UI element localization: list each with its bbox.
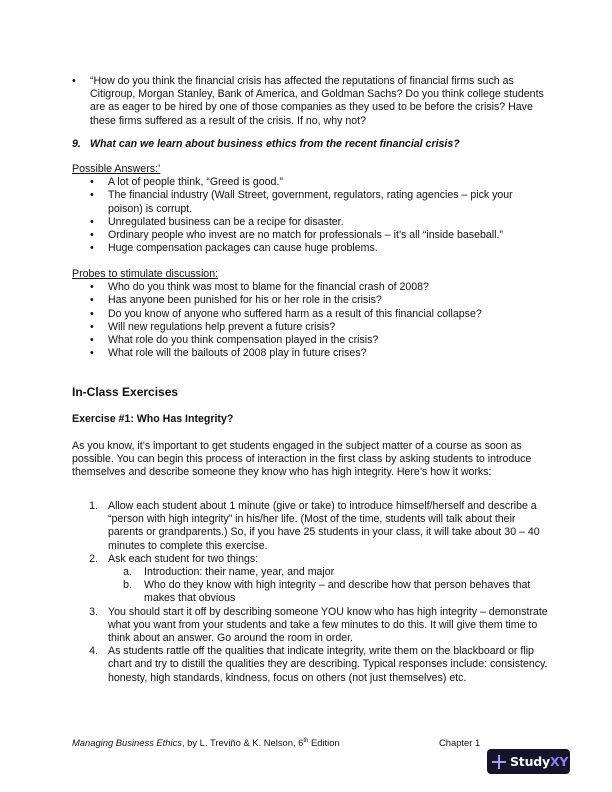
step-item: [72, 553, 552, 606]
list-item: • What role will the bailouts of 2008 play in future crises?: [90, 347, 367, 360]
step-item: [72, 645, 552, 685]
sub-step-item: [108, 579, 552, 605]
book-title: Managing Business Ethics: [72, 737, 182, 748]
bullet-marker: •: [90, 347, 94, 360]
bullet-marker: •: [90, 229, 94, 242]
list-item: • The financial industry (Wall Street, government, regulators, rating agencies – pick your poison) is corrupt.: [90, 189, 513, 215]
list-item: • Who do you think was most to blame for the financial crash of 2008?: [90, 281, 429, 294]
bullet-marker: •: [90, 242, 94, 255]
question-number: 9.: [72, 138, 81, 150]
step-number: 1.: [89, 500, 98, 512]
sub-step-text: Introduction: their name, year, and major: [144, 566, 335, 579]
step-number: 4.: [89, 645, 98, 658]
list-item: • Huge compensation packages can cause huge problems.: [90, 242, 378, 255]
financial-firms-bullet: [72, 75, 552, 128]
list-item: • What role do you think compensation played in the crisis?: [90, 334, 379, 347]
sub-step-text: Who do they know with high integrity – and describe how that person behaves that makes that obvious: [144, 579, 531, 605]
question-9: [72, 138, 552, 151]
list-item: • A lot of people think, “Greed is good.”: [90, 176, 283, 189]
sub-step-item: [108, 566, 552, 579]
step-item: [72, 606, 552, 646]
possible-answers-section: [72, 163, 552, 255]
bullet-marker: •: [90, 334, 94, 347]
plus-icon: [492, 755, 506, 769]
probes-list: [72, 281, 552, 360]
bullet-marker: •: [90, 281, 94, 294]
chapter-label: Chapter 1: [439, 737, 481, 748]
list-item: • Will new regulations help prevent a future crisis?: [90, 320, 336, 333]
bullet-text: “How do you think the financial crisis has affected the reputations of financial firms such as Citigroup, Morgan Stanley, Bank of America, and Goldman Sachs? Do you think college students are as eager to be hired by one of those companies as they used to be before the crisis? Have these firms suffered as a result of the crisis. If no, why not?: [90, 75, 544, 127]
step-text: Ask each student for two things:: [108, 552, 259, 565]
studyxy-logo[interactable]: [487, 749, 570, 774]
exercise-1-heading: Exercise #1: Who Has Integrity?: [72, 413, 234, 425]
probes-section: [72, 268, 552, 360]
probes-label: Probes to stimulate discussion:: [72, 268, 219, 280]
bullet-marker: •: [90, 176, 94, 189]
in-class-exercises-heading: In-Class Exercises: [72, 385, 179, 399]
book-byline: , by L. Treviño & K. Nelson, 6: [181, 737, 304, 748]
bullet-marker: •: [90, 294, 94, 307]
step-text: You should start it off by describing someone YOU know who has high integrity – demonstrate what you want from your students and take a few minutes to do this. It will give them time to think about an answer. Go around the room in order.: [108, 605, 548, 645]
step-item: [72, 500, 552, 553]
edition-word: Edition: [308, 737, 340, 748]
exercise-intro-paragraph: As you know, it’s important to get students engaged in the subject matter of a course as soon as possible. You can begin this process of interaction in the first class by asking students to introduce themselves and describe someone they know who has high integrity. Here’s how it works:: [72, 440, 532, 479]
possible-answers-list: [72, 176, 552, 255]
step-text: Allow each student about 1 minute (give or take) to introduce himself/herself and describe a “person with high integrity” in his/her life. (Most of the time, students will talk about their parents or grandparents.) So, if you have 25 students in your class, it will take about 30 – 40 minutes to complete this exercise.: [108, 500, 540, 552]
bullet-marker: •: [90, 307, 94, 320]
sub-step-letter: a.: [123, 566, 132, 579]
step-text: As students rattle off the qualities that indicate integrity, write them on the blackboard or flip chart and try to distill the qualities they are describing. Typical responses include: consistency. honesty, high standards, kindness, focus on others (not just themselves) etc.: [108, 645, 548, 684]
list-item: • Unregulated business can be a recipe for disaster.: [90, 215, 344, 228]
bullet-marker: •: [90, 189, 94, 202]
edition-superscript: th: [303, 738, 309, 744]
list-item: • Ordinary people who invest are no match for professionals – it’s all “inside baseball.”: [90, 229, 503, 242]
sub-step-letter: b.: [123, 579, 132, 592]
step-number: 3.: [89, 605, 98, 618]
bullet-marker: •: [72, 75, 76, 87]
question-text: What can we learn about business ethics from the recent financial crisis?: [90, 138, 460, 150]
bullet-marker: •: [90, 320, 94, 333]
list-item: • Has anyone been punished for his or her role in the crisis?: [90, 294, 382, 307]
possible-answers-label: Possible Answers:’: [72, 163, 161, 175]
studyxy-wordmark: StudyXY: [510, 753, 569, 769]
list-item: • Do you know of anyone who suffered harm as a result of this financial collapse?: [90, 307, 482, 320]
exercise-steps-list: [72, 500, 552, 685]
footer-citation: [72, 736, 340, 749]
step-number: 2.: [89, 552, 98, 565]
bullet-marker: •: [90, 215, 94, 228]
